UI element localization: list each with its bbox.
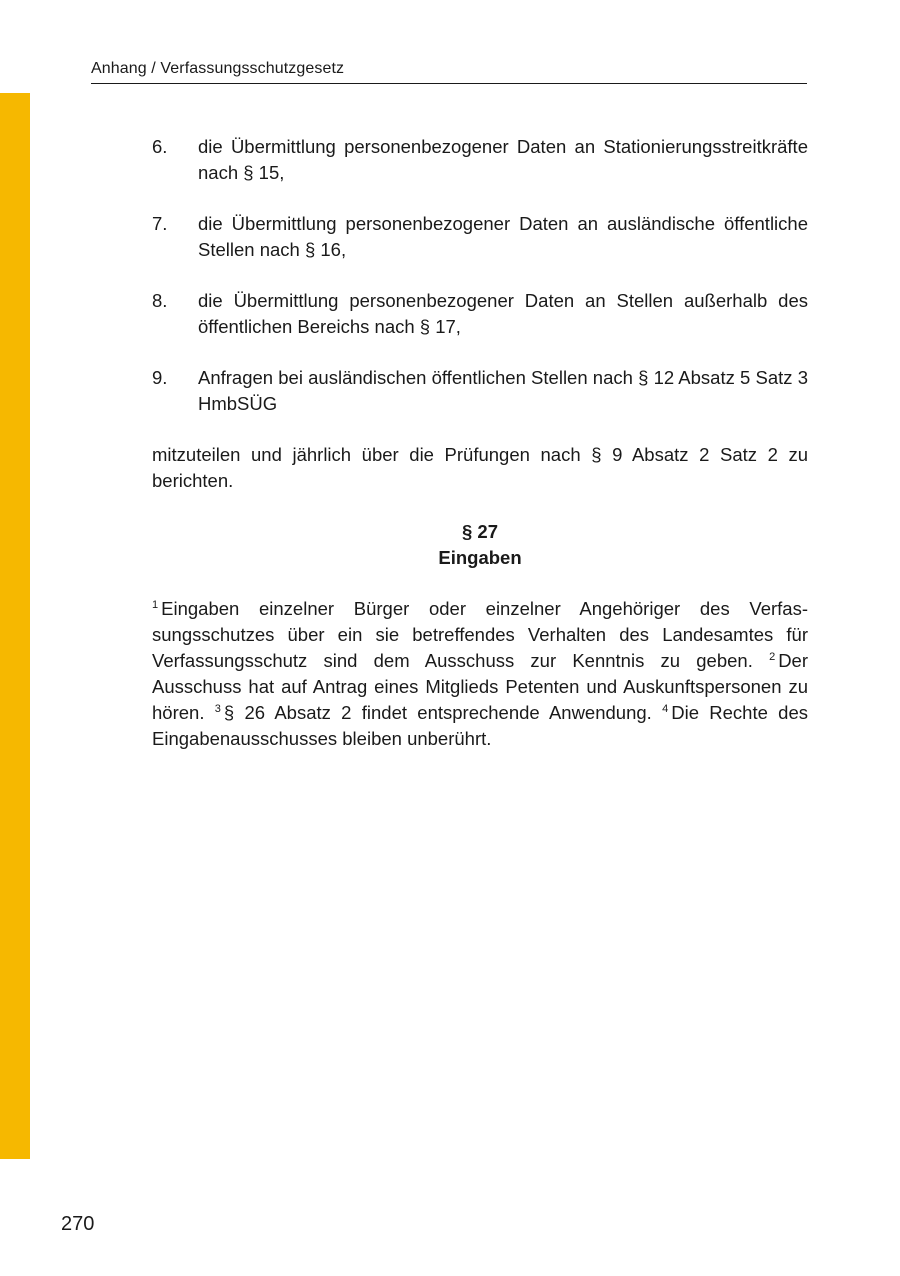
sentence-number: 4 — [662, 703, 669, 715]
list-item-text: die Übermittlung personenbezogener Daten an Stationierungsstreitkräfte nach § 15, — [198, 136, 808, 183]
list-item-number: 9. — [152, 367, 168, 388]
list-item-number: 6. — [152, 136, 168, 157]
list-item-number: 7. — [152, 213, 168, 234]
section-title: Eingaben — [438, 547, 522, 568]
sentence-number: 2 — [769, 651, 776, 663]
list-item-text: Anfragen bei ausländischen öffentlichen Stellen nach § 12 Absatz 5 Satz 3 HmbSÜG — [198, 367, 808, 414]
page-content — [152, 134, 808, 752]
yellow-margin-bar — [0, 93, 30, 1159]
list-item-number: 8. — [152, 290, 168, 311]
sentence-number: 3 — [214, 703, 221, 715]
page-number: 270 — [61, 1213, 95, 1235]
section-heading — [152, 519, 808, 571]
list-item — [152, 211, 808, 263]
list-item — [152, 134, 808, 186]
section-paragraph — [152, 596, 808, 752]
sentence-text: Der Ausschuss hat auf Antrag eines Mitglieds Petenten und Auskunftspersonen zu hören. — [152, 650, 808, 723]
sentence-text: Die Rechte des Eingabenausschusses bleiben unberührt. — [152, 702, 809, 749]
header-rule — [91, 83, 807, 84]
list-item-text: die Übermittlung personenbezogener Daten an ausländische öffentliche Stellen nach § 16, — [198, 213, 808, 260]
list-item-text: die Übermittlung personenbezogener Daten an Stellen außerhalb des öffentlichen Bereichs nach § 17, — [198, 290, 808, 337]
list-item — [152, 288, 808, 340]
sentence-text: Eingaben einzelner Bürger oder einzelner Angehöriger des Verfassungsschutzes über ein sie betreffendes Verhalten des Landesamtes für Verfassungsschutz sind dem Ausschuss zur Kenntnis zu geben. — [152, 598, 808, 671]
list-item — [152, 365, 808, 417]
section-number: § 27 — [461, 521, 498, 542]
closing-paragraph: mitzuteilen und jährlich über die Prüfungen nach § 9 Absatz 2 Satz 2 zu berichten. — [152, 444, 808, 491]
running-title: Anhang / Verfassungsschutzgesetz — [91, 60, 345, 77]
sentence-number: 1 — [152, 599, 159, 611]
sentence-text: § 26 Absatz 2 findet entsprechende Anwendung. — [223, 702, 652, 723]
